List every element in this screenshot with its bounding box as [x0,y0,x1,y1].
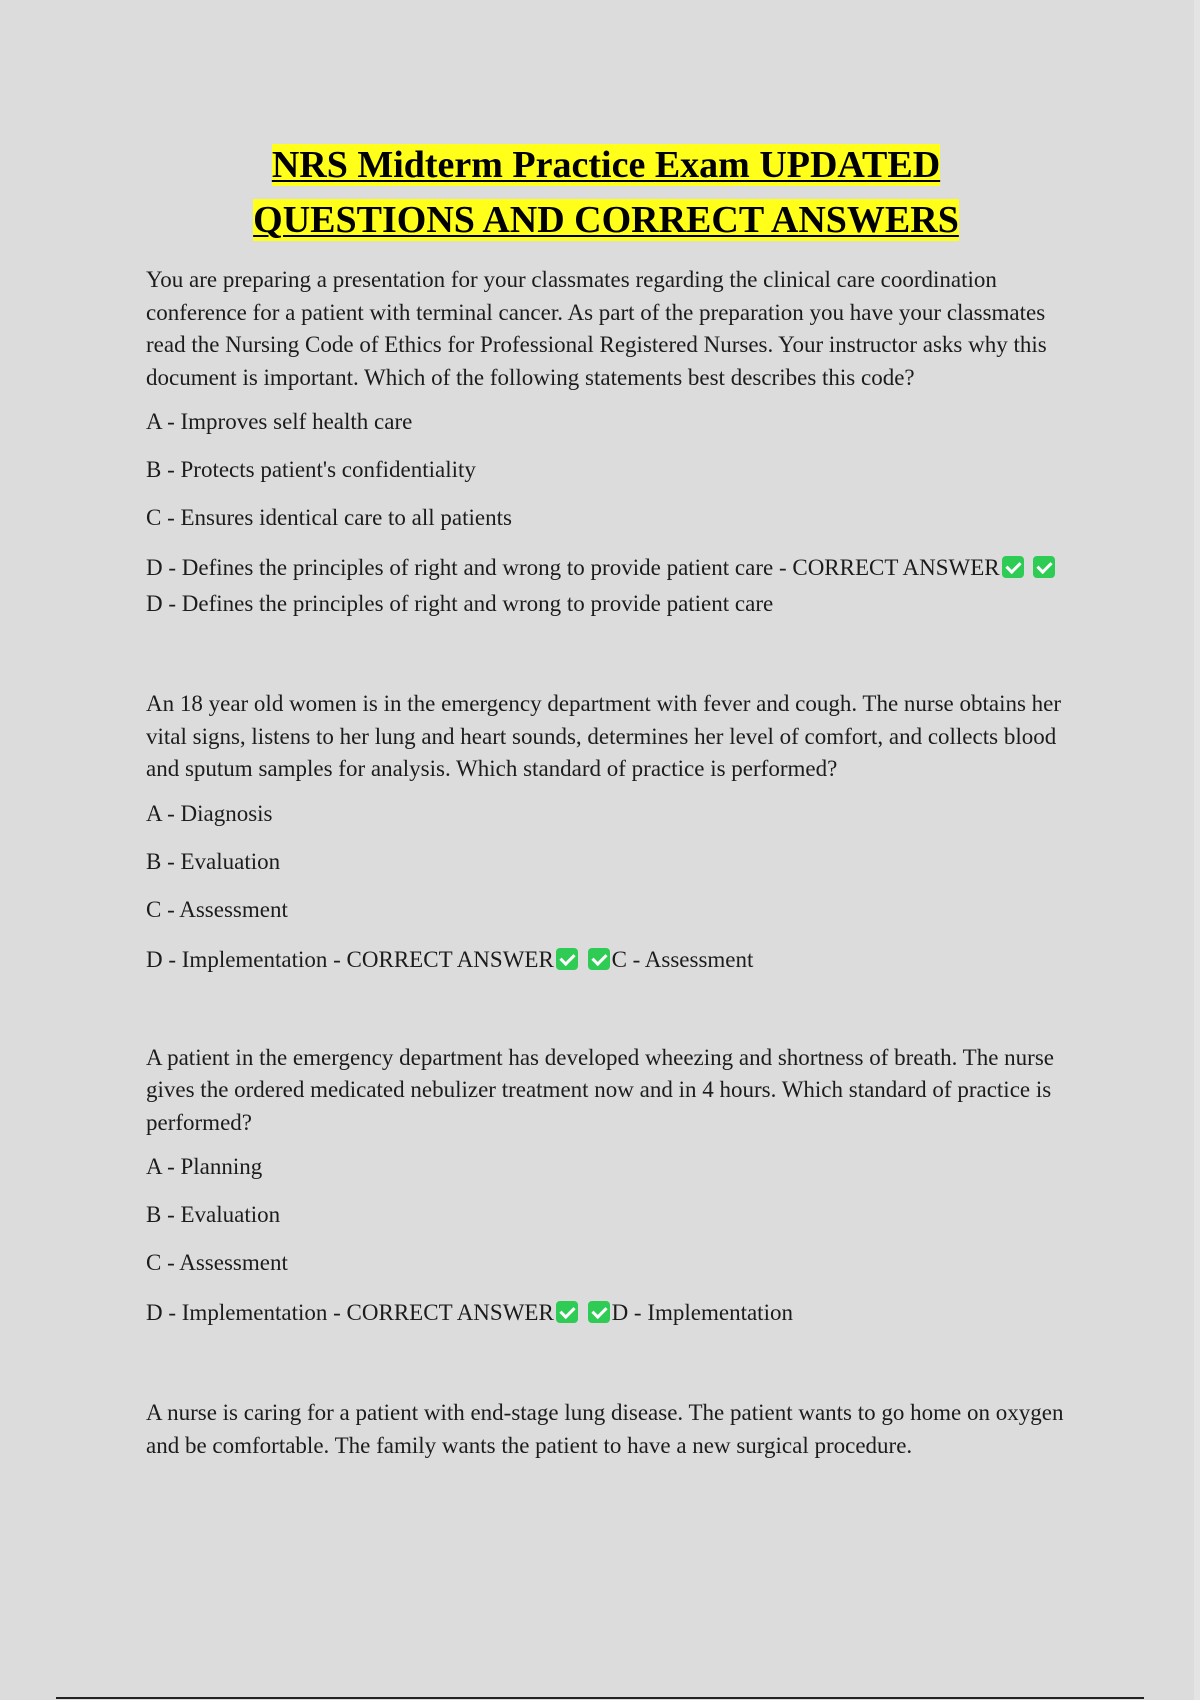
option-d-marker: D - Implementation - CORRECT ANSWER [146,946,554,972]
question-text: You are preparing a presentation for your classmates regarding the clinical care coordination conference for a patient with terminal cancer. As part of the preparation you have your classmates read the Nursing Code of Ethics for Professional Registered Nurses. Your instructor asks why this document is important. Which of the following statements best describes this code? [146,267,1047,390]
check-mark-icon [1002,556,1024,578]
question-text: An 18 year old women is in the emergency department with fever and cough. The nurse obtains her vital signs, listens to her lung and heart sounds, determines her level of comfort, and collects blood and sputum samples for analysis. Which standard of practice is performed? [146,691,1062,781]
title-line-2: QUESTIONS AND CORRECT ANSWERS [253,199,959,241]
page-edge [1194,0,1200,1700]
page-bottom-rule [56,1697,1144,1699]
question-2 [146,688,1066,978]
option-b: B - Evaluation [146,848,281,874]
option-d-marker: D - Defines the principles of right and wrong to provide patient care - CORRECT ANSWER [146,555,1000,580]
option-b: B - Evaluation [146,1202,281,1227]
option-c: C - Assessment [146,896,288,922]
check-mark-icon [1033,556,1055,578]
option-c: C - Ensures identical care to all patients [146,505,512,530]
check-mark-icon [556,1301,578,1323]
answer-line [146,1295,1066,1331]
option-a: A - Diagnosis [146,800,273,826]
answer-line [146,550,1066,622]
option-a: A - Improves self health care [146,409,413,434]
answer-line [146,942,1066,978]
question-text: A nurse is caring for a patient with end-stage lung disease. The patient wants to go home on oxygen and be comfortable. The family wants the patient to have a new surgical procedure. [146,1400,1064,1458]
check-mark-icon [588,948,610,970]
question-1 [146,264,1066,622]
document-title [146,138,1066,248]
option-a: A - Planning [146,1154,263,1179]
check-mark-icon [588,1301,610,1323]
question-3 [146,1042,1066,1332]
correct-answer: D - Implementation [611,1300,793,1325]
correct-answer: D - Defines the principles of right and wrong to provide patient care [146,591,774,616]
option-c: C - Assessment [146,1250,288,1275]
question-text: A patient in the emergency department has developed wheezing and shortness of breath. The nurse gives the ordered medicated nebulizer treatment now and in 4 hours. Which standard of practice is performed? [146,1044,1054,1135]
title-line-1: NRS Midterm Practice Exam UPDATED [271,144,941,186]
correct-answer: C - Assessment [611,946,754,972]
check-mark-icon [556,948,578,970]
option-d-marker: D - Implementation - CORRECT ANSWER [146,1300,554,1325]
document-content [146,138,1066,1474]
option-b: B - Protects patient's confidentiality [146,457,476,482]
question-4 [146,1397,1066,1462]
